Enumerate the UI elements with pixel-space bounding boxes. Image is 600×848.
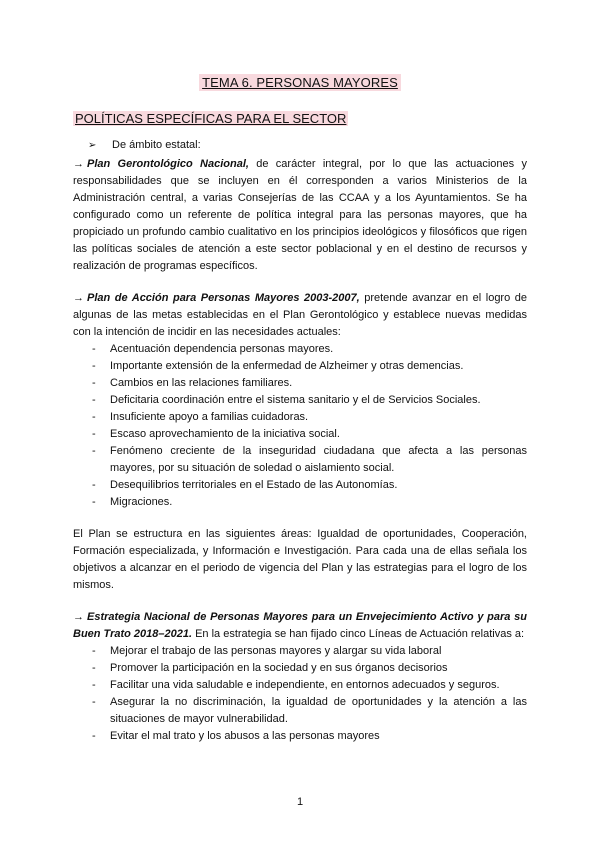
paragraph-plan-gerontologico [73, 156, 527, 275]
paragraph-lead: Plan de Acción para Personas Mayores 2003-2007, [87, 292, 360, 304]
paragraph-lead: Plan Gerontológico Nacional, [87, 158, 249, 170]
content-body [73, 137, 527, 745]
paragraph-text: pretende avanzar en el logro de algunas de las metas establecidas en el Plan Gerontológico y establece nuevas medidas con la intención de incidir en las necesidades actuales: [73, 292, 527, 338]
list-item: - Importante extensión de la enfermedad de Alzheimer y otras demencias. [73, 358, 527, 375]
section-heading: POLÍTICAS ESPECÍFICAS PARA EL SECTOR [75, 111, 347, 126]
list-item: - Acentuación dependencia personas mayores. [73, 341, 527, 358]
list-item: - Insuficiente apoyo a familias cuidadoras. [73, 409, 527, 426]
paragraph-plan-accion [73, 290, 527, 341]
list-item: - Fenómeno creciente de la inseguridad ciudadana que afecta a las personas mayores, por su situación de soledad o aislamiento social. [73, 443, 527, 477]
arrow-icon: → [73, 158, 84, 170]
action-lines-list [73, 643, 527, 745]
list-item: - Escaso aprovechamiento de la iniciativa social. [73, 426, 527, 443]
list-item: - Desequilibrios territoriales en el Estado de las Autonomías. [73, 477, 527, 494]
paragraph-estrategia-nacional [73, 609, 527, 643]
arrow-icon: → [73, 611, 84, 623]
ambito-label: De ámbito estatal: [112, 139, 201, 151]
arrow-icon: → [73, 292, 84, 304]
paragraph-text: En la estrategia se han fijado cinco Líneas de Actuación relativas a: [192, 628, 525, 640]
list-item: - Evitar el mal trato y los abusos a las personas mayores [73, 728, 527, 745]
paragraph-lead: Estrategia Nacional de Personas Mayores para un Envejecimiento Activo y para su Buen Trato 2018–2021. [73, 611, 527, 640]
paragraph-text: de carácter integral, por lo que las actuaciones y responsabilidades que se incluyen en él corresponden a varios Ministerios de la Administración central, a varias Consejerías de las CCAA y a los Ayuntamientos. Se ha configurado como un referente de política integral para las personas mayores, que ha propiciado un profundo cambio cualitativo en los principios ideológicos y filosóficos que rigen las políticas sociales de atención a este sector poblacional y en el destino de recursos y realización de programas específicos. [73, 158, 527, 272]
document-title: TEMA 6. PERSONAS MAYORES [199, 74, 401, 91]
arrowhead-bullet-icon: ➢ [88, 140, 97, 151]
needs-list [73, 341, 527, 511]
list-item: - Deficitaria coordinación entre el sistema sanitario y el de Servicios Sociales. [73, 392, 527, 409]
list-item: - Cambios en las relaciones familiares. [73, 375, 527, 392]
paragraph-plan-areas: El Plan se estructura en las siguientes áreas: Igualdad de oportunidades, Cooperación, Formación especializada, y Información e Investigación. Para cada una de ellas señala los objetivos a alcanzar en el periodo de vigencia del Plan y las estrategias para el logro de los mismos. [73, 528, 527, 591]
list-item: - Promover la participación en la sociedad y en sus órganos decisorios [73, 660, 527, 677]
title-wrapper [0, 74, 600, 92]
list-item: - Asegurar la no discriminación, la igualdad de oportunidades y la atención a las situaciones de mayor vulnerabilidad. [73, 694, 527, 728]
page-number: 1 [296, 796, 304, 808]
list-item: - Migraciones. [73, 494, 527, 511]
ambito-line [88, 137, 527, 154]
list-item: - Mejorar el trabajo de las personas mayores y alargar su vida laboral [73, 643, 527, 660]
list-item: - Facilitar una vida saludable e independiente, en entornos adecuados y seguros. [73, 677, 527, 694]
